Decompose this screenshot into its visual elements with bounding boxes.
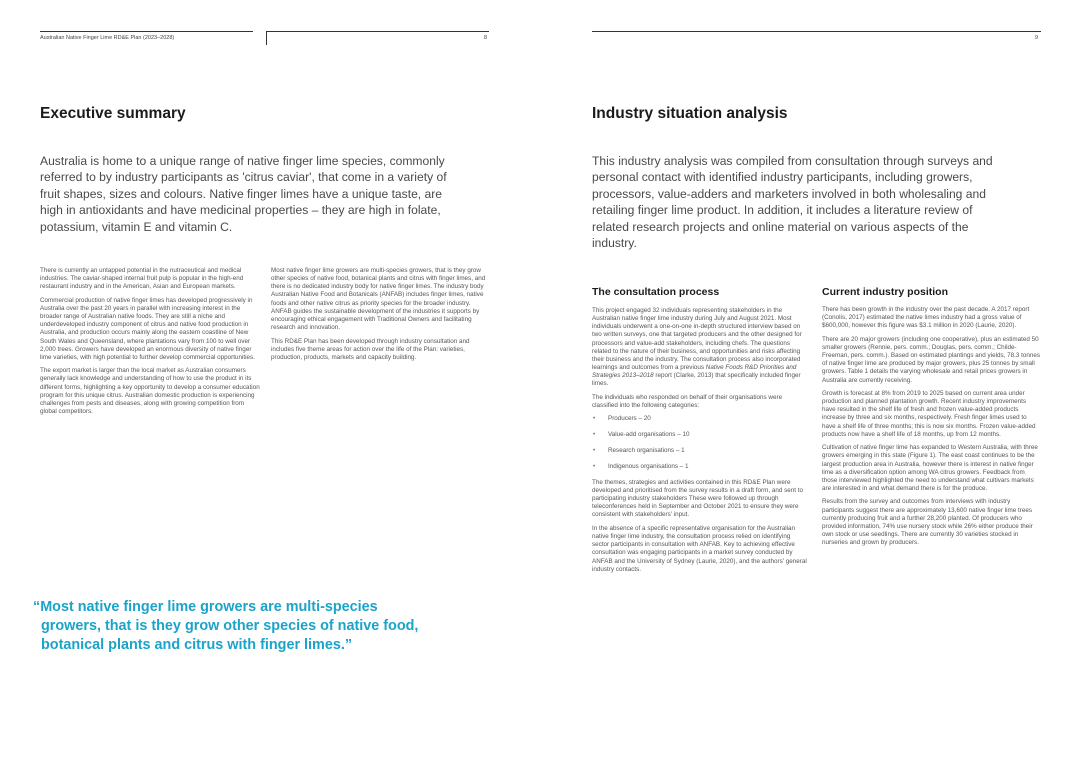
pull-quote: “Most native finger lime growers are multi-species growers, that is they grow other species of native food, botanical plants and citrus with finger limes.” bbox=[33, 599, 419, 653]
header-rule bbox=[592, 31, 1041, 32]
list-item: • Research organisations – 1 bbox=[592, 447, 808, 455]
position-column bbox=[822, 306, 1041, 553]
body-paragraph: The themes, strategies and activities contained in this RD&E Plan were developed and prioritised from the survey results in a draft form, and sent to participating industry stakeholders These were followed up through teleconferences held in September and October 2021 to ensure they were consistent with stakeholders' input. bbox=[592, 478, 804, 519]
body-paragraph: There are 20 major growers (including one cooperative), plus an estimated 50 smaller growers (Rennie, pers. comm.; Douglas, pers. comm.; Childe-Freeman, pers. comm.). Based on estimated plantings and yields, 78.3 tonnes of native finger lime are produced by major growers, plus 25 tonnes by small growers. Table 1 details the varying wholesale and retail prices growers in Australia are currently receiving. bbox=[822, 335, 1041, 384]
body-paragraph: Growth is forecast at 8% from 2019 to 2025 based on current area under production and planned plantation growth. Recent industry improvements have resulted in the shelf life of fresh and frozen value-added products increase by three and six months, respectively. Fresh finger limes used to have a shelf life of three months; this is now six months. Frozen value-added products now have a shelf life of 18 months, up from 12 months. bbox=[822, 390, 1036, 438]
body-paragraph: The export market is larger than the local market as Australian consumers generally lack knowledge and understanding of how to use the product in its different forms, highlighting a key opportunity to develop a consumer education program for this unique citrus. Australian domestic production is experiencing challenges from pests and diseases, along with growing competition from global competitors. bbox=[40, 367, 260, 416]
body-paragraph: There has been growth in the industry over the past decade. A 2017 report (Conolis, 2017) estimated the native limes industry had a gross value of $600,000, however this figure was $3.1 million in 2020 (Laurie, 2020). bbox=[822, 306, 1030, 330]
body-paragraph: In the absence of a specific representative organisation for the Australian native finger lime industry, the consultation process relied on identifying sector participants in consultation with ANFAB. Key to achieving effective consultation was engaging participants in a market survey conducted by ANFAB and the University of Sydney (Laurie, 2020), and the authors' general industry contacts. bbox=[592, 524, 807, 573]
body-paragraph: Cultivation of native finger lime has expanded to Western Australia, with three growers emerging in this state (Figure 1). The east coast continues to be the largest production area in Australia, however there is interest in native finger lime as a diversification option among WA citrus growers. Feedback from those interviewed highlighted the need to understand what cultivars markets are interested in and what demand there is for the produce. bbox=[822, 444, 1038, 493]
page-number: 8 bbox=[484, 35, 488, 41]
body-column-1 bbox=[40, 267, 260, 422]
body-paragraph: There is currently an untapped potential in the nutraceutical and medical industries. The caviar-shaped internal fruit pulp is popular in the high-end restaurant industry and in the American, Asian and European markets. bbox=[40, 267, 244, 291]
intro-paragraph: This industry analysis was compiled from consultation through surveys and personal contact with identified industry participants, including growers, processors, value-adders and marketers involved in both wholesaling and retailing finger lime product. In addition, it includes a literature review of related research projects and online material on various aspects of the industry. bbox=[592, 154, 993, 251]
body-column-2 bbox=[271, 267, 491, 367]
section-heading-consultation: The consultation process bbox=[592, 286, 720, 298]
list-item: • Value-add organisations – 10 bbox=[592, 431, 808, 439]
category-list bbox=[592, 415, 808, 471]
body-text: This project engaged 32 individuals representing stakeholders in the Australian native finger lime industry during July and August 2021. Most individuals underwent a one-on-one in-depth structured interview based on two written surveys, one that targeted producers and the other designed for processors and value-add stakeholders, including chefs. The questions related to the nature of their business, and opportunities and risks affecting their business and the industry. The consultation process also incorporated learnings and outcomes from a previous bbox=[592, 307, 802, 372]
page-heading: Executive summary bbox=[40, 105, 186, 122]
body-paragraph: The individuals who responded on behalf of their organisations were classified into the following categories: bbox=[592, 393, 783, 410]
body-paragraph: This RD&E Plan has been developed through industry consultation and includes five theme areas for action over the life of the Plan: varieties, production, products, markets and capacity building. bbox=[271, 337, 470, 361]
header-rule-right bbox=[267, 31, 489, 32]
body-paragraph: Most native finger lime growers are multi-species growers, that is they grow other species of native food, botanical plants and citrus with finger limes, and there is no dedicated industry body for native finger limes. The industry body Australian Native Food and Botanicals (ANFAB) includes finger limes, native foods and other native citrus as priority species for the broader industry. ANFAB guides the sustainable development of the industries it supports by encouraging ethical engagement with Traditional Owners and facilitating research and innovation. bbox=[271, 267, 486, 332]
body-paragraph: Results from the survey and outcomes from interviews with industry participants suggest there are approximately 13,600 native finger lime trees currently producing fruit and a further 28,200 planted. Of producers who provided information, 74% use nursery stock while 26% either produce their own stock or use seedlings. There are currently 30 varieties stocked in nurseries and grown by producers. bbox=[822, 498, 1033, 547]
body-paragraph bbox=[592, 307, 808, 389]
report-title: Native Foods R&D Priorities and Strategies 2013–2018 bbox=[592, 364, 797, 380]
header-divider bbox=[266, 31, 267, 45]
section-heading-position: Current industry position bbox=[822, 286, 948, 298]
body-paragraph: Commercial production of native finger limes has developed progressively in Australia over the past 20 years in parallel with increasing interest in the broader range of Australian native foods. They are still a niche and underdeveloped industry component of citrus and native food production in Australia, and production occurs mainly along the eastern coastline of New South Wales and Queensland, where plantations vary from 100 to well over 2,000 trees. Growers have developed an enormous diversity of native finger lime varieties, with high potential to further develop commercial opportunities. bbox=[40, 296, 255, 361]
document-title: Australian Native Finger Lime RD&E Plan (2023–2028) bbox=[40, 35, 175, 41]
header-rule-left bbox=[40, 31, 253, 32]
consultation-column bbox=[592, 307, 808, 579]
page-number: 9 bbox=[1035, 35, 1039, 41]
intro-paragraph: Australia is home to a unique range of native finger lime species, commonly referred to by industry participants as 'citrus caviar', that come in a variety of fruit shapes, sizes and colours. Native finger limes have a unique taste, are high in antioxidants and have medicinal properties – they are high in folate, potassium, vitamin E and vitamin C. bbox=[40, 154, 447, 234]
body-text: report (Clarke, 2013) that specifically included finger limes. bbox=[592, 372, 801, 388]
list-item: • Indigenous organisations – 1 bbox=[592, 463, 808, 471]
page-heading: Industry situation analysis bbox=[592, 105, 788, 122]
right-page bbox=[540, 0, 1080, 763]
list-item: • Producers – 20 bbox=[592, 415, 808, 423]
